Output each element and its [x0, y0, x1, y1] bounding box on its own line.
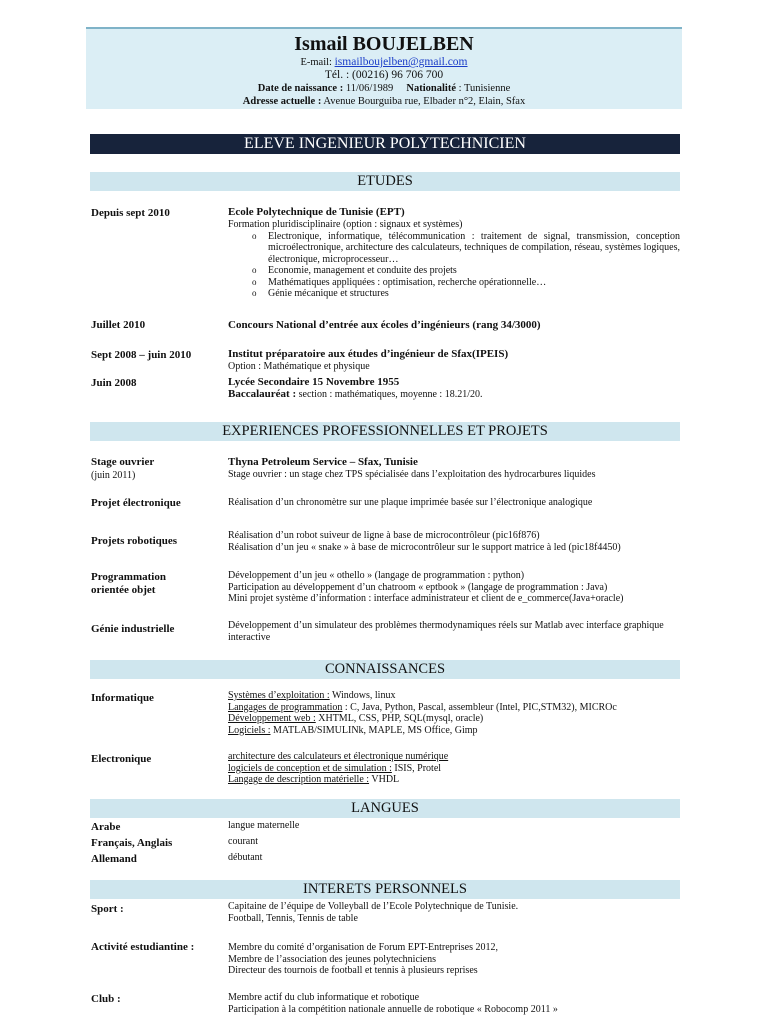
list-item: o Economie, management et conduite des projets: [268, 265, 680, 277]
etude-1-desc: Formation pluridisciplinaire (option : signaux et systèmes): [228, 219, 463, 230]
informatique-label: Informatique: [91, 692, 154, 704]
poo-label-line1: Programmation: [91, 571, 166, 583]
skill-line: Langages de programmation : C, Java, Python, Pascal, assembleur (Intel, PIC,STM32), MICROc: [228, 701, 617, 713]
address-line: [86, 95, 682, 108]
activite-label: Activité estudiantine :: [91, 941, 195, 953]
club-line-1: Membre actif du club informatique et robotique: [228, 992, 420, 1003]
poo-project-1: Développement d’un jeu « othello » (langage de programmation : python): [228, 570, 525, 581]
lang-name: Arabe: [91, 821, 121, 833]
email-link[interactable]: ismailboujelben@gmail.com: [334, 56, 468, 68]
skill-line: Logiciels : MATLAB/SIMULINk, MAPLE, MS Office, Gimp: [228, 724, 478, 736]
sport-content: [228, 901, 680, 924]
skill-line: Systèmes d’exploitation : Windows, linux: [228, 690, 396, 701]
profile-banner: ELEVE INGENIEUR POLYTECHNICIEN: [90, 134, 680, 154]
etude-2-date: Juillet 2010: [91, 319, 146, 331]
list-item: o Electronique, informatique, télécommunication : traitement de signal, transmission, conception microélectronique, architecture des calculateurs, techniques de compilation, réseau, systèmes logiques, électronique, microprocesseur…: [268, 231, 680, 266]
poo-label-line2: orientée objet: [91, 584, 156, 596]
etude-4: [228, 376, 680, 401]
robot-project-2: Réalisation d’un jeu « snake » à base de microcontrôleur sur le support matrice à led (pic18f4450): [228, 541, 621, 553]
lang-name: Allemand: [91, 853, 137, 865]
dob-label: Date de naissance :: [257, 83, 344, 94]
bac-label: Baccalauréat :: [228, 388, 297, 400]
stage-title: Stage ouvrier: [91, 456, 155, 468]
lang-level: courant: [228, 836, 258, 847]
skill-line: Développement web : XHTML, CSS, PHP, SQL(mysql, oracle): [228, 713, 484, 724]
dob-line: [86, 82, 682, 95]
bac-value: section : mathématiques, moyenne : 18.21/20.: [298, 389, 483, 400]
stage-label: [91, 456, 154, 482]
club-content: [228, 992, 680, 1015]
skill-line: logiciels de conception et de simulation : ISIS, Protel: [228, 762, 442, 774]
etude-2: [228, 319, 680, 332]
list-item: o Mathématiques appliquées : optimisation, recherche opérationnelle…: [268, 277, 680, 289]
cv-header: [86, 27, 682, 109]
lang-level: langue maternelle: [228, 820, 300, 831]
address-label: Adresse actuelle :: [242, 96, 322, 107]
etude-1-list: [228, 231, 680, 300]
skill-line: Langage de description matérielle : VHDL: [228, 774, 400, 785]
poo-projects: [228, 570, 680, 605]
candidate-name: Ismail BOUJELBEN: [294, 33, 474, 55]
poo-project-3: Mini projet système d’information : interface administrateur et client de e_commerce(Java+oracle): [228, 593, 624, 604]
activite-content: [228, 942, 680, 977]
email-label: E-mail:: [300, 57, 332, 68]
projet-electronique-desc: Réalisation d’un chronomètre sur une plaque imprimée basée sur l’électronique analogique: [228, 497, 593, 508]
poo-label: [91, 571, 166, 597]
stage-company: Thyna Petroleum Service – Sfax, Tunisie: [228, 456, 418, 468]
section-experiences: EXPERIENCES PROFESSIONNELLES ET PROJETS: [90, 422, 680, 441]
etude-3: [228, 348, 680, 373]
section-langues: LANGUES: [90, 799, 680, 818]
club-line-2: Participation à la compétition nationale annuelle de robotique « Robocomp 2011 »: [228, 1003, 558, 1015]
stage-date: (juin 2011): [91, 470, 136, 481]
list-item: o Génie mécanique et structures: [268, 288, 680, 300]
email-line: [86, 56, 682, 69]
etude-4-date: Juin 2008: [91, 377, 137, 389]
etude-3-desc: Option : Mathématique et physique: [228, 361, 370, 372]
projet-electronique-label: Projet électronique: [91, 497, 181, 509]
activite-line-3: Directeur des tournois de football et tennis à plusieurs reprises: [228, 965, 478, 976]
address-value: Avenue Bourguiba rue, Elbader n°2, Elain, Sfax: [323, 96, 526, 107]
etude-1-school: Ecole Polytechnique de Tunisie (EPT): [228, 206, 405, 218]
lang-level: débutant: [228, 852, 263, 863]
skill-line: architecture des calculateurs et électronique numérique: [228, 751, 449, 762]
sport-line-2: Football, Tennis, Tennis de table: [228, 912, 358, 924]
section-etudes: ETUDES: [90, 172, 680, 191]
projets-robotiques: [228, 530, 680, 553]
nationality-value: : Tunisienne: [458, 83, 511, 94]
phone-line: Tél. : (00216) 96 706 700: [324, 69, 444, 81]
etude-4-title: Lycée Secondaire 15 Novembre 1955: [228, 376, 400, 388]
electronique-label: Electronique: [91, 753, 152, 765]
sport-label: Sport :: [91, 903, 124, 915]
section-connaissances: CONNAISSANCES: [90, 660, 680, 679]
projets-robotiques-label: Projets robotiques: [91, 535, 178, 547]
stage-desc: Stage ouvrier : un stage chez TPS spécialisée dans l’exploitation des hydrocarbures liquides: [228, 469, 596, 480]
etude-1: [228, 206, 680, 300]
activite-line-1: Membre du comité d’organisation de Forum EPT-Entreprises 2012,: [228, 942, 498, 953]
genie-industrielle-label: Génie industrielle: [91, 623, 175, 635]
club-label: Club :: [91, 993, 121, 1005]
section-interets: INTERETS PERSONNELS: [90, 880, 680, 899]
activite-line-2: Membre de l’association des jeunes polytechniciens: [228, 953, 436, 965]
etude-3-date: Sept 2008 – juin 2010: [91, 349, 192, 361]
stage-content: [228, 456, 680, 481]
dob-value: 11/06/1989: [345, 83, 394, 94]
etude-3-title: Institut préparatoire aux études d’ingénieur de Sfax(IPEIS): [228, 348, 509, 360]
poo-project-2: Participation au développement d’un chatroom « eptbook » (langage de programmation : Java): [228, 581, 608, 593]
etude-2-title: Concours National d’entrée aux écoles d’ingénieurs (rang 34/3000): [228, 319, 541, 331]
electronique-skills: [228, 751, 680, 786]
etude-1-date: Depuis sept 2010: [91, 207, 170, 219]
robot-project-1: Réalisation d’un robot suiveur de ligne à base de microcontrôleur (pic16f876): [228, 530, 540, 541]
informatique-skills: [228, 690, 680, 736]
sport-line-1: Capitaine de l’équipe de Volleyball de l’Ecole Polytechnique de Tunisie.: [228, 901, 519, 912]
lang-name: Français, Anglais: [91, 837, 173, 849]
genie-industrielle-desc: Développement d’un simulateur des problèmes thermodynamiques réels sur Matlab avec interface graphique interactive: [228, 620, 664, 643]
nationality-label: Nationalité: [406, 83, 456, 94]
